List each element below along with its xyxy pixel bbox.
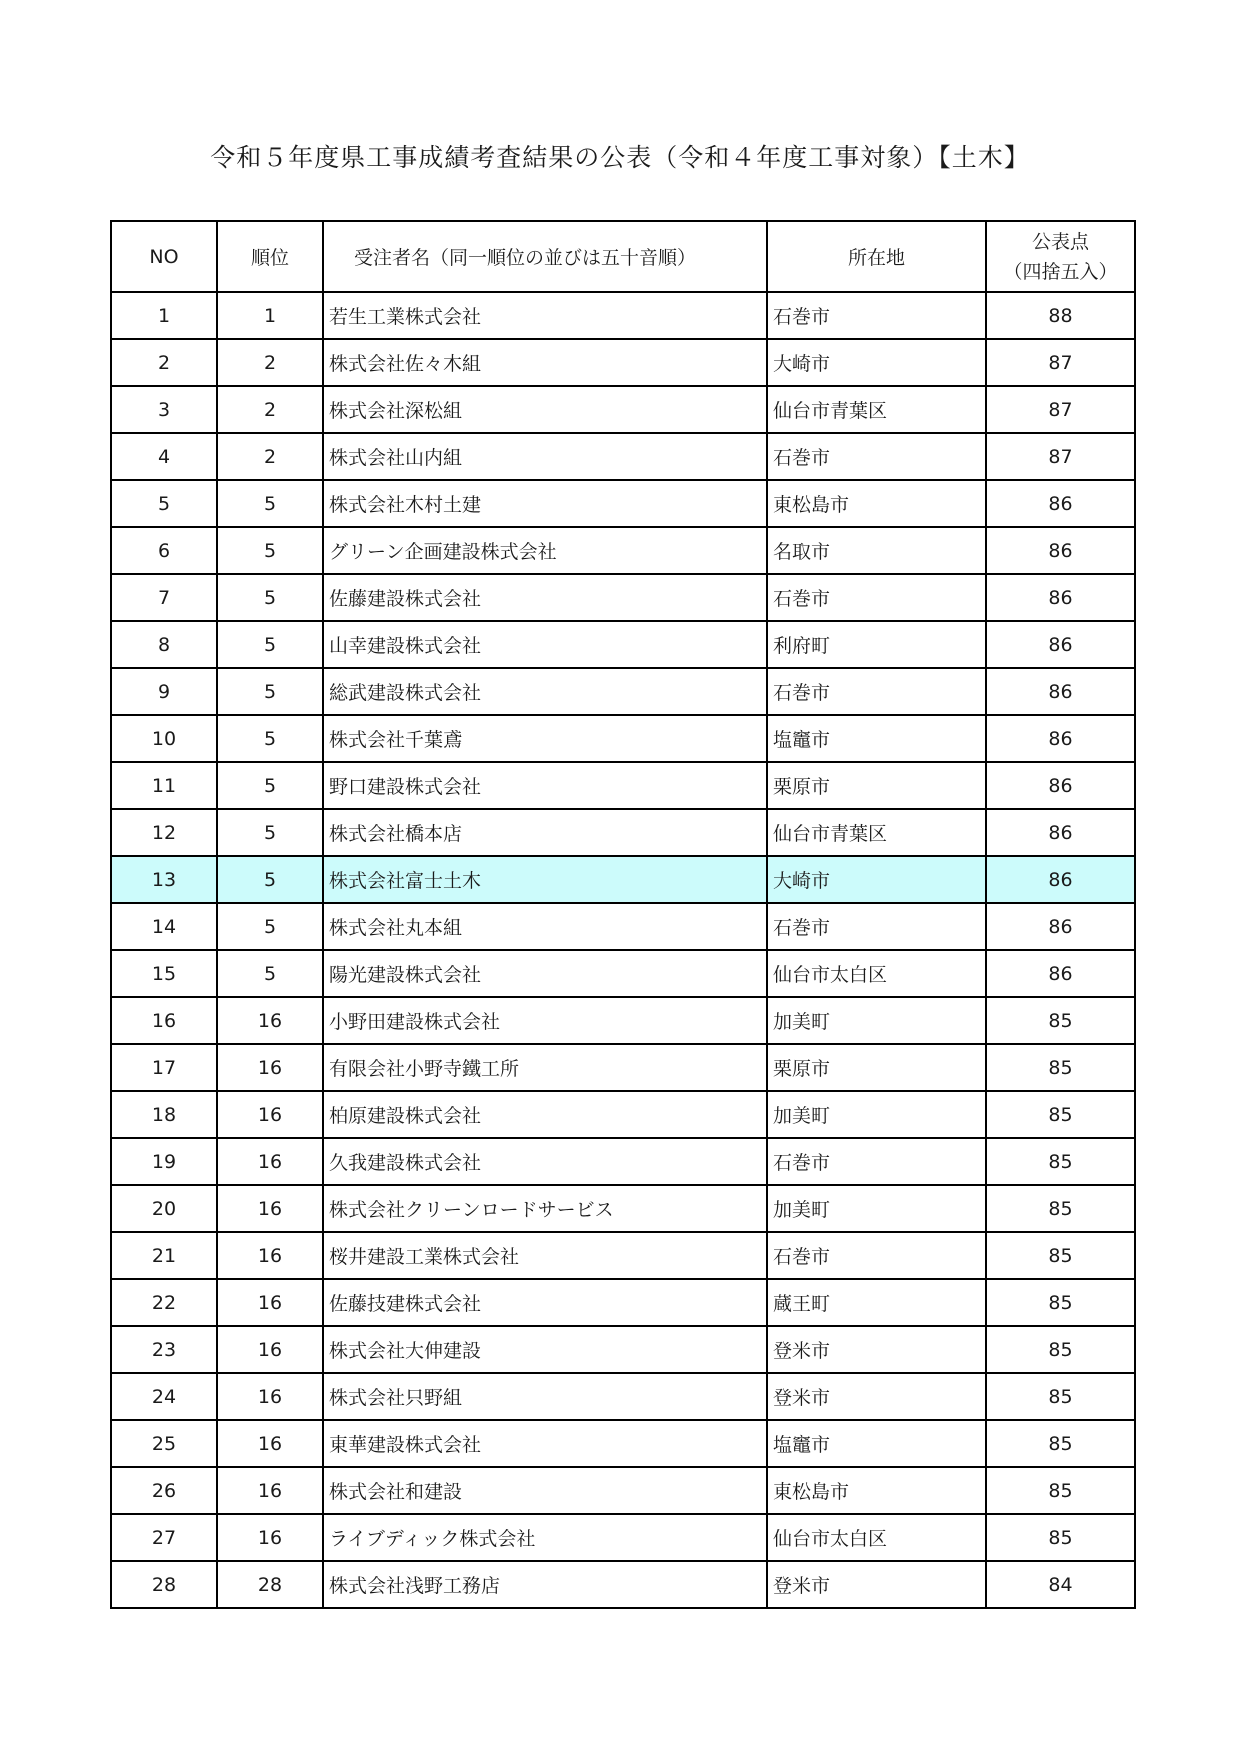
table-row bbox=[111, 621, 1135, 668]
header-score-label: 公表点 bbox=[1031, 230, 1089, 253]
header-no: NO bbox=[111, 221, 217, 292]
cell-score: 86 bbox=[986, 574, 1135, 621]
cell-name: グリーン企画建設株式会社 bbox=[323, 527, 767, 574]
cell-location: 石巻市 bbox=[767, 903, 986, 950]
cell-score: 88 bbox=[986, 292, 1135, 339]
cell-name: 柏原建設株式会社 bbox=[323, 1091, 767, 1138]
cell-rank: 16 bbox=[217, 1467, 323, 1514]
cell-location: 登米市 bbox=[767, 1561, 986, 1608]
cell-score: 85 bbox=[986, 1420, 1135, 1467]
table-body bbox=[111, 292, 1135, 1608]
cell-location: 名取市 bbox=[767, 527, 986, 574]
results-table bbox=[110, 220, 1136, 1609]
cell-no: 21 bbox=[111, 1232, 217, 1279]
table-row bbox=[111, 1138, 1135, 1185]
cell-score: 87 bbox=[986, 339, 1135, 386]
cell-rank: 5 bbox=[217, 668, 323, 715]
table-row bbox=[111, 292, 1135, 339]
table-row bbox=[111, 950, 1135, 997]
cell-score: 86 bbox=[986, 621, 1135, 668]
cell-location: 大崎市 bbox=[767, 339, 986, 386]
cell-rank: 5 bbox=[217, 715, 323, 762]
cell-no: 24 bbox=[111, 1373, 217, 1420]
table-row bbox=[111, 1232, 1135, 1279]
cell-score: 85 bbox=[986, 1138, 1135, 1185]
cell-score: 86 bbox=[986, 480, 1135, 527]
cell-name: 野口建設株式会社 bbox=[323, 762, 767, 809]
cell-location: 塩竈市 bbox=[767, 715, 986, 762]
table-row bbox=[111, 762, 1135, 809]
cell-no: 9 bbox=[111, 668, 217, 715]
cell-score: 85 bbox=[986, 1373, 1135, 1420]
cell-location: 登米市 bbox=[767, 1373, 986, 1420]
cell-no: 11 bbox=[111, 762, 217, 809]
table-row bbox=[111, 809, 1135, 856]
cell-location: 石巻市 bbox=[767, 292, 986, 339]
cell-score: 86 bbox=[986, 715, 1135, 762]
cell-score: 85 bbox=[986, 1185, 1135, 1232]
cell-location: 仙台市太白区 bbox=[767, 950, 986, 997]
table-row bbox=[111, 1185, 1135, 1232]
cell-rank: 5 bbox=[217, 903, 323, 950]
table-row bbox=[111, 339, 1135, 386]
cell-location: 石巻市 bbox=[767, 433, 986, 480]
cell-score: 86 bbox=[986, 903, 1135, 950]
table-row bbox=[111, 480, 1135, 527]
cell-no: 27 bbox=[111, 1514, 217, 1561]
table-header-row bbox=[111, 221, 1135, 292]
cell-no: 10 bbox=[111, 715, 217, 762]
cell-name: 小野田建設株式会社 bbox=[323, 997, 767, 1044]
table-row bbox=[111, 1420, 1135, 1467]
cell-name: 株式会社和建設 bbox=[323, 1467, 767, 1514]
cell-location: 石巻市 bbox=[767, 1232, 986, 1279]
cell-name: ライブディック株式会社 bbox=[323, 1514, 767, 1561]
cell-location: 仙台市青葉区 bbox=[767, 386, 986, 433]
cell-rank: 16 bbox=[217, 1232, 323, 1279]
cell-name: 株式会社佐々木組 bbox=[323, 339, 767, 386]
table-row bbox=[111, 433, 1135, 480]
cell-score: 85 bbox=[986, 1232, 1135, 1279]
table-row bbox=[111, 386, 1135, 433]
cell-score: 84 bbox=[986, 1561, 1135, 1608]
cell-location: 仙台市太白区 bbox=[767, 1514, 986, 1561]
cell-rank: 16 bbox=[217, 997, 323, 1044]
cell-score: 86 bbox=[986, 668, 1135, 715]
cell-location: 登米市 bbox=[767, 1326, 986, 1373]
page-title: 令和５年度県工事成績考査結果の公表（令和４年度工事対象）【土木】 bbox=[210, 143, 1030, 172]
cell-location: 利府町 bbox=[767, 621, 986, 668]
cell-score: 86 bbox=[986, 950, 1135, 997]
cell-score: 86 bbox=[986, 527, 1135, 574]
cell-rank: 16 bbox=[217, 1514, 323, 1561]
table-row bbox=[111, 856, 1135, 903]
cell-name: 有限会社小野寺鐵工所 bbox=[323, 1044, 767, 1091]
cell-location: 石巻市 bbox=[767, 668, 986, 715]
cell-name: 株式会社富士土木 bbox=[323, 856, 767, 903]
cell-rank: 5 bbox=[217, 856, 323, 903]
cell-no: 19 bbox=[111, 1138, 217, 1185]
cell-no: 6 bbox=[111, 527, 217, 574]
table-row bbox=[111, 903, 1135, 950]
table-row bbox=[111, 715, 1135, 762]
cell-name: 株式会社クリーンロードサービス bbox=[323, 1185, 767, 1232]
cell-location: 加美町 bbox=[767, 1185, 986, 1232]
cell-location: 加美町 bbox=[767, 997, 986, 1044]
cell-rank: 2 bbox=[217, 433, 323, 480]
cell-score: 85 bbox=[986, 1279, 1135, 1326]
cell-rank: 2 bbox=[217, 386, 323, 433]
cell-no: 3 bbox=[111, 386, 217, 433]
cell-rank: 5 bbox=[217, 527, 323, 574]
cell-rank: 16 bbox=[217, 1044, 323, 1091]
cell-name: 株式会社浅野工務店 bbox=[323, 1561, 767, 1608]
cell-no: 28 bbox=[111, 1561, 217, 1608]
header-rank: 順位 bbox=[217, 221, 323, 292]
cell-no: 22 bbox=[111, 1279, 217, 1326]
cell-no: 15 bbox=[111, 950, 217, 997]
cell-no: 8 bbox=[111, 621, 217, 668]
cell-name: 山幸建設株式会社 bbox=[323, 621, 767, 668]
cell-name: 佐藤技建株式会社 bbox=[323, 1279, 767, 1326]
cell-rank: 5 bbox=[217, 574, 323, 621]
cell-score: 85 bbox=[986, 997, 1135, 1044]
cell-name: 株式会社千葉鳶 bbox=[323, 715, 767, 762]
cell-no: 13 bbox=[111, 856, 217, 903]
cell-no: 1 bbox=[111, 292, 217, 339]
table-row bbox=[111, 527, 1135, 574]
cell-location: 東松島市 bbox=[767, 480, 986, 527]
table-row bbox=[111, 1561, 1135, 1608]
table-row bbox=[111, 668, 1135, 715]
cell-location: 東松島市 bbox=[767, 1467, 986, 1514]
cell-location: 石巻市 bbox=[767, 574, 986, 621]
table-row bbox=[111, 574, 1135, 621]
cell-location: 塩竈市 bbox=[767, 1420, 986, 1467]
table-row bbox=[111, 1326, 1135, 1373]
cell-score: 85 bbox=[986, 1091, 1135, 1138]
cell-rank: 5 bbox=[217, 480, 323, 527]
cell-name: 株式会社山内組 bbox=[323, 433, 767, 480]
cell-score: 85 bbox=[986, 1044, 1135, 1091]
cell-name: 株式会社橋本店 bbox=[323, 809, 767, 856]
cell-name: 株式会社丸本組 bbox=[323, 903, 767, 950]
cell-rank: 5 bbox=[217, 950, 323, 997]
table-row bbox=[111, 1514, 1135, 1561]
cell-name: 桜井建設工業株式会社 bbox=[323, 1232, 767, 1279]
cell-name: 若生工業株式会社 bbox=[323, 292, 767, 339]
cell-no: 16 bbox=[111, 997, 217, 1044]
cell-rank: 28 bbox=[217, 1561, 323, 1608]
cell-score: 85 bbox=[986, 1326, 1135, 1373]
header-location: 所在地 bbox=[767, 221, 986, 292]
cell-location: 蔵王町 bbox=[767, 1279, 986, 1326]
cell-no: 23 bbox=[111, 1326, 217, 1373]
cell-location: 加美町 bbox=[767, 1091, 986, 1138]
cell-rank: 16 bbox=[217, 1138, 323, 1185]
cell-no: 17 bbox=[111, 1044, 217, 1091]
cell-name: 株式会社大伸建設 bbox=[323, 1326, 767, 1373]
cell-rank: 16 bbox=[217, 1279, 323, 1326]
cell-name: 株式会社只野組 bbox=[323, 1373, 767, 1420]
cell-no: 14 bbox=[111, 903, 217, 950]
cell-score: 85 bbox=[986, 1467, 1135, 1514]
cell-no: 12 bbox=[111, 809, 217, 856]
cell-score: 87 bbox=[986, 386, 1135, 433]
cell-score: 85 bbox=[986, 1514, 1135, 1561]
cell-no: 18 bbox=[111, 1091, 217, 1138]
cell-location: 栗原市 bbox=[767, 762, 986, 809]
cell-no: 20 bbox=[111, 1185, 217, 1232]
cell-score: 86 bbox=[986, 856, 1135, 903]
cell-no: 2 bbox=[111, 339, 217, 386]
cell-location: 石巻市 bbox=[767, 1138, 986, 1185]
cell-rank: 5 bbox=[217, 809, 323, 856]
table-row bbox=[111, 1279, 1135, 1326]
cell-score: 87 bbox=[986, 433, 1135, 480]
cell-name: 佐藤建設株式会社 bbox=[323, 574, 767, 621]
header-score-note: （四捨五入） bbox=[1003, 260, 1118, 283]
table-row bbox=[111, 997, 1135, 1044]
cell-no: 4 bbox=[111, 433, 217, 480]
cell-rank: 16 bbox=[217, 1091, 323, 1138]
cell-name: 陽光建設株式会社 bbox=[323, 950, 767, 997]
cell-rank: 16 bbox=[217, 1326, 323, 1373]
cell-name: 久我建設株式会社 bbox=[323, 1138, 767, 1185]
table-row bbox=[111, 1091, 1135, 1138]
cell-rank: 16 bbox=[217, 1373, 323, 1420]
cell-rank: 1 bbox=[217, 292, 323, 339]
cell-location: 栗原市 bbox=[767, 1044, 986, 1091]
cell-no: 26 bbox=[111, 1467, 217, 1514]
cell-rank: 16 bbox=[217, 1420, 323, 1467]
cell-name: 総武建設株式会社 bbox=[323, 668, 767, 715]
cell-score: 86 bbox=[986, 762, 1135, 809]
cell-no: 25 bbox=[111, 1420, 217, 1467]
cell-location: 仙台市青葉区 bbox=[767, 809, 986, 856]
table-row bbox=[111, 1467, 1135, 1514]
cell-rank: 5 bbox=[217, 621, 323, 668]
cell-rank: 16 bbox=[217, 1185, 323, 1232]
cell-rank: 2 bbox=[217, 339, 323, 386]
table-row bbox=[111, 1373, 1135, 1420]
header-score bbox=[986, 221, 1135, 292]
cell-no: 5 bbox=[111, 480, 217, 527]
cell-no: 7 bbox=[111, 574, 217, 621]
cell-name: 東華建設株式会社 bbox=[323, 1420, 767, 1467]
cell-location: 大崎市 bbox=[767, 856, 986, 903]
cell-name: 株式会社木村土建 bbox=[323, 480, 767, 527]
header-name: 受注者名（同一順位の並びは五十音順） bbox=[323, 221, 767, 292]
cell-name: 株式会社深松組 bbox=[323, 386, 767, 433]
table-row bbox=[111, 1044, 1135, 1091]
cell-score: 86 bbox=[986, 809, 1135, 856]
cell-rank: 5 bbox=[217, 762, 323, 809]
